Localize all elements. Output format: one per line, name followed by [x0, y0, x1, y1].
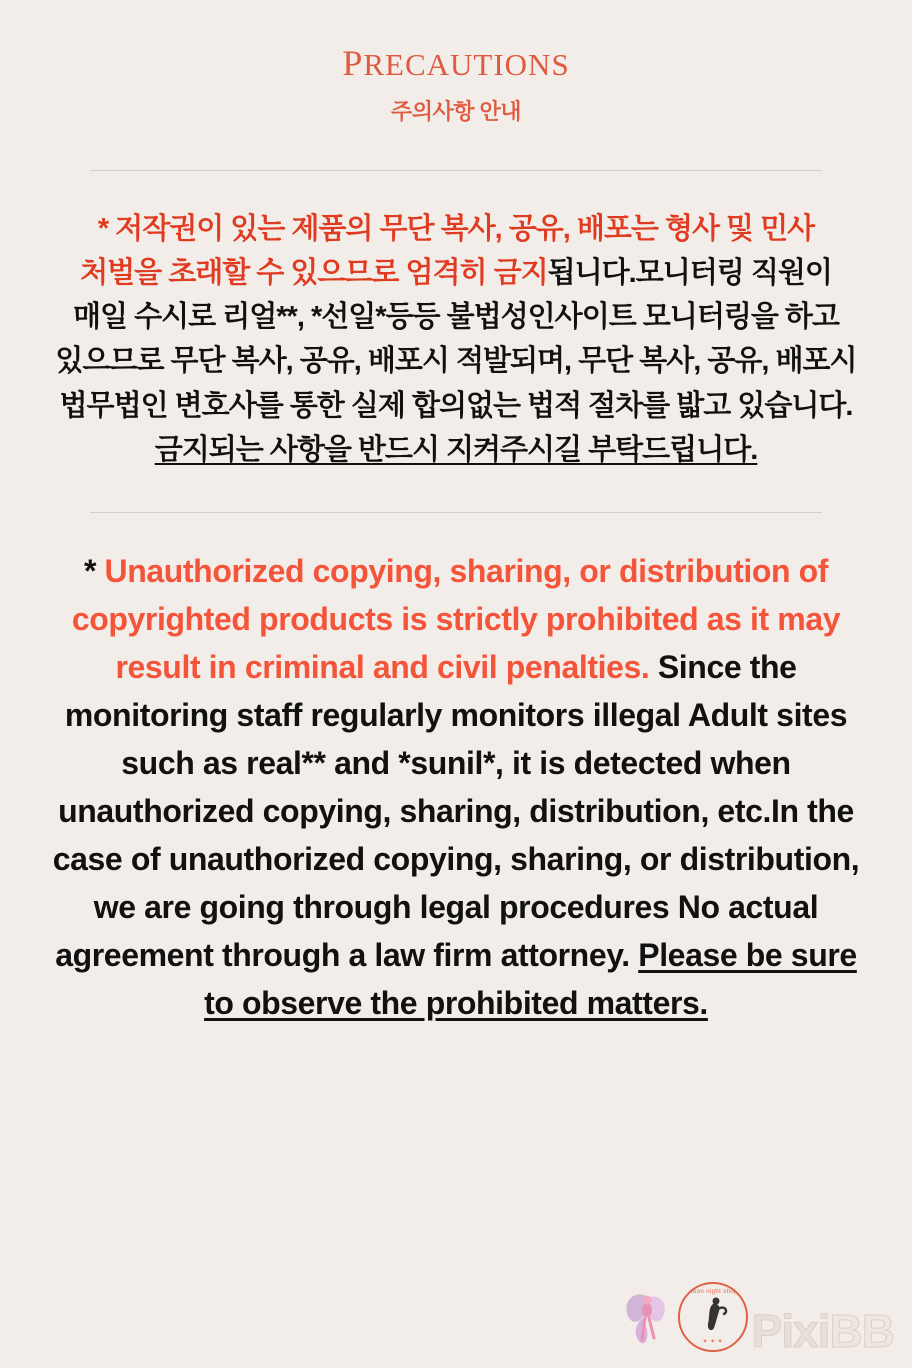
shop-stamp-icon [678, 1282, 748, 1352]
korean-notice [54, 207, 858, 471]
fairy-icon [616, 1288, 674, 1352]
korean-notice-highlight: * 저작권이 있는 제품의 무단 복사, 공유, 배포는 형사 및 민사 처벌을 초래할 수 있으므로 엄격히 금지 [80, 213, 815, 290]
stamp-bottom-text: ✶ ✶ ✶ [702, 1339, 723, 1345]
korean-notice-body: 됩니다.모니터링 직원이 매일 수시로 리얼**, *선일*등등 불법성인사이트 모니터링을 하고 있으므로 무단 복사, 공유, 배포시 적발되며, 무단 복사, 공유, 배포시 법무법인 변호사를 통한 실제 합의없는 법적 절차를 밟고 있습니다. [55, 257, 857, 422]
english-notice [46, 547, 866, 1027]
english-notice-asterisk: * [83, 552, 105, 589]
page-title: precautions [342, 30, 570, 87]
stamp-top-text: Moon night shop [687, 1289, 738, 1295]
watermark [616, 1282, 894, 1358]
english-notice-underlined: Please be sure to observe the prohibited matters. [204, 936, 857, 1021]
divider-top [90, 170, 822, 171]
page-header [0, 0, 912, 126]
brand-pixi: Pixi [751, 1305, 830, 1357]
english-notice-highlight: Unauthorized copying, sharing, or distribution of copyrighted products is strictly prohibited as it may result in criminal and civil penalties. [71, 552, 841, 685]
brand-bb: BB [829, 1305, 894, 1357]
korean-notice-underlined: 금지되는 사항을 반드시 지켜주시길 부탁드립니다. [154, 433, 758, 466]
divider-middle [90, 512, 822, 513]
page-subtitle: 주의사항 안내 [390, 99, 522, 125]
brand-watermark [751, 1305, 894, 1357]
english-notice-body: Since the monitoring staff regularly monitors illegal Adult sites such as real** and *sunil*, it is detected when unauthorized copying, sharing, distribution, etc.In the case of unauthorized copying, sharing, or distribution, we are going through legal procedures No actual agreement through a law firm attorney. [52, 648, 860, 973]
